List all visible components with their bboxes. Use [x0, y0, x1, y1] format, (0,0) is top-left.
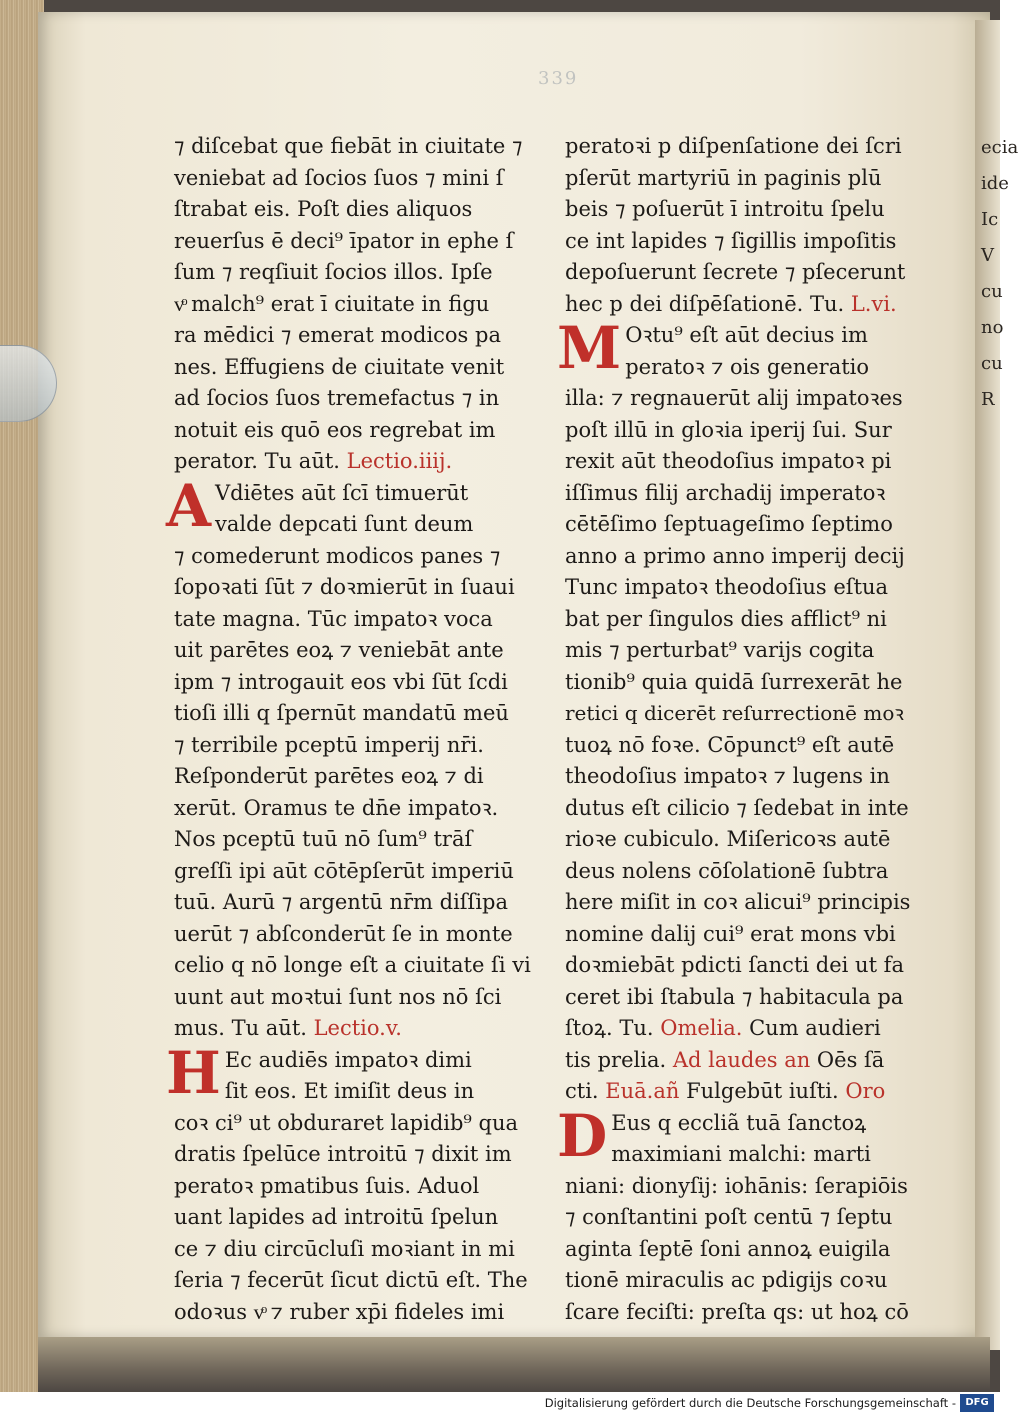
line-text: rioꝛe cubiculo. Miſericoꝛs autē: [565, 827, 891, 851]
text-line: [174, 635, 534, 667]
text-line: [565, 1076, 910, 1108]
text-line: [174, 1076, 534, 1108]
text-line: [565, 163, 910, 195]
text-line: [565, 131, 910, 163]
line-text: poſt illū in gloꝛia iperij ſui. Sur: [565, 417, 892, 442]
page-bottom-shadow: [38, 1337, 990, 1392]
text-line: [565, 1297, 910, 1329]
footer-bar: [0, 1392, 1000, 1416]
text-line: [565, 541, 910, 573]
line-text: ceret ibi ſtabula ⁊ habitacula pa: [565, 984, 904, 1009]
line-text: nes. Effugiens de ciuitate venit: [174, 354, 505, 379]
line-text: ſeria ⁊ fecerūt ſicut dictū eſt. The: [174, 1268, 528, 1292]
text-line: [174, 824, 534, 856]
rubricated-initial: H: [166, 1038, 221, 1107]
line-text-after: Fulgebūt iuſti.: [679, 1079, 846, 1103]
rubricated-initial: A: [166, 471, 212, 540]
text-line: [565, 604, 910, 636]
line-text: maximiani malchi: marti: [611, 1142, 871, 1166]
text-line: [565, 509, 910, 541]
text-line: [565, 1013, 910, 1045]
left-text-column: [166, 131, 534, 1328]
text-line: [565, 1265, 910, 1297]
rubricated-initial: M: [557, 314, 622, 382]
rubric-text: Lectio.v.: [313, 1016, 402, 1040]
line-text: iſſimus filij archadij imperatoꝛ: [565, 480, 886, 505]
text-line: [565, 1045, 910, 1077]
rubric-text: Oro: [845, 1079, 886, 1103]
text-line: [174, 667, 534, 699]
line-text: aginta ſeptē ſoni annoꝝ euigila: [565, 1236, 891, 1261]
line-text: Vdiētes aūt ſcī timuerūt: [215, 480, 469, 505]
next-page-fragment: ecia: [981, 137, 1018, 158]
line-text: ra mēdici ⁊ emerat modicos pa: [174, 323, 501, 347]
next-page-fragment: R: [981, 389, 995, 410]
rubric-text: Omelia.: [660, 1016, 743, 1040]
line-text: dutus eſt cilicio ⁊ ſedebat in inte: [565, 795, 909, 820]
rubric-text: L.vi.: [850, 291, 897, 316]
line-text: pſerūt martyriū in paginis plū: [565, 165, 882, 190]
line-text: odoꝛus vͦ ⁊ ruber xp̄i fideles imi: [174, 1299, 505, 1324]
text-line: [174, 950, 534, 982]
line-text: Reſponderūt parētes eoꝝ ⁊ di: [174, 764, 484, 788]
line-text: ſum ⁊ reqſiuit ſocios illos. Ipſe: [174, 260, 493, 284]
line-text: ce int lapides ⁊ ſigillis impoſitis: [565, 228, 897, 253]
text-line: [565, 793, 910, 825]
line-text: ipm ⁊ introgauit eos vbi ſūt ſcdi: [174, 669, 508, 694]
line-text: rexit aūt theodoſius impatoꝛ pi: [565, 449, 892, 473]
line-text: reuerſus ē deci⁹ īpator in ephe ſ: [174, 228, 514, 253]
text-line: [565, 289, 910, 321]
text-line: [174, 194, 534, 226]
line-text: ſit eos. Et imiſit deus in: [224, 1079, 475, 1103]
line-text: nomine dalij cui⁹ erat mons vbi: [565, 921, 896, 946]
line-text: beis ⁊ poſuerūt ī introitu ſpelu: [565, 197, 885, 221]
line-text: tionib⁹ quia quidā ſurrexerāt he: [565, 669, 903, 694]
text-line: [565, 1139, 910, 1171]
line-text: cti.: [565, 1079, 606, 1103]
text-line: [174, 793, 534, 825]
text-line: [174, 887, 534, 919]
text-line: [174, 730, 534, 762]
text-line: [174, 383, 534, 415]
next-page-fragment: Ic: [981, 209, 999, 230]
line-text: deus nolens cōſolationē ſubtra: [565, 858, 889, 883]
line-text: Eus q eccliã tuā ſanctoꝝ: [611, 1110, 867, 1135]
line-text: anno a primo anno imperij decij: [565, 543, 905, 568]
next-page-fragment: cu: [981, 281, 1003, 302]
line-text: ⁊ conſtantini poſt centū ⁊ ſeptu: [565, 1205, 893, 1229]
line-text: illa: ⁊ regnauerūt alij impatoꝛes: [565, 386, 903, 410]
text-line: [565, 446, 910, 478]
text-line: [174, 761, 534, 793]
line-text: coꝛ ci⁹ ut obduraret lapidib⁹ qua: [174, 1110, 519, 1135]
next-page-fragment: cu: [981, 353, 1003, 374]
line-text: ce ⁊ diu circūcluſi moꝛiant in mi: [174, 1236, 515, 1261]
text-line: [174, 1108, 534, 1140]
line-text: Tunc impatoꝛ theodoſius eſtua: [565, 575, 889, 599]
text-line: [174, 320, 534, 352]
line-text: peratoꝛ pmatibus ſuis. Aduol: [174, 1173, 480, 1198]
line-text: veniebat ad ſocios ſuos ⁊ mini ſ: [174, 165, 504, 190]
line-text: notuit eis quō eos regrebat im: [174, 417, 496, 442]
line-text: ⁊ comederunt modicos panes ⁊: [174, 543, 501, 568]
text-line: [174, 446, 534, 478]
line-text: valde depcati ſunt deum: [215, 512, 474, 536]
text-line: [565, 478, 910, 510]
line-text: Nos pceptū tuū nō ſum⁹ trāſ: [174, 827, 473, 851]
line-text: mus. Tu aūt.: [174, 1016, 314, 1040]
line-text: theodoſius impatoꝛ ⁊ lugens in: [565, 764, 890, 788]
text-line: [174, 919, 534, 951]
text-line: [565, 856, 910, 888]
text-line: [565, 572, 910, 604]
text-line: [174, 289, 534, 321]
line-text: tate magna. Tūc impatoꝛ voca: [174, 606, 493, 631]
text-line: [565, 635, 910, 667]
text-line: [174, 1234, 534, 1266]
line-text: retici q dicerēt reſurrectionē moꝛ: [565, 701, 904, 725]
rubric-text: Lectio.iiij.: [346, 449, 453, 473]
next-page-fragment: ide: [981, 173, 1009, 194]
text-line: [565, 698, 910, 730]
text-line: [565, 1202, 910, 1234]
text-line: [174, 226, 534, 258]
line-text: tis prelia.: [565, 1047, 673, 1072]
text-line: [174, 257, 534, 289]
line-text: mis ⁊ perturbat⁹ varijs cogita: [565, 638, 875, 662]
footer-credit: Digitalisierung gefördert durch die Deutsche Forschungsgemeinschaft -: [544, 1396, 956, 1410]
text-line: [174, 572, 534, 604]
text-line: [565, 761, 910, 793]
line-text: uant lapides ad introitū ſpelun: [174, 1205, 499, 1229]
text-line: [565, 887, 910, 919]
text-line: [565, 730, 910, 762]
line-text: peratoꝛ ⁊ ois generatio: [625, 354, 870, 379]
text-line: [174, 604, 534, 636]
line-text: bat per ſingulos dies afflict⁹ ni: [565, 606, 887, 631]
line-text: uit parētes eoꝝ ⁊ veniebāt ante: [174, 638, 504, 662]
line-text: tuū. Aurū ⁊ argentū nr̄m diſſipa: [174, 890, 509, 914]
line-text: greſſi ipi aūt cōtēpſerūt imperiū: [174, 858, 514, 883]
text-line: [565, 824, 910, 856]
line-text: cētēſimo ſeptuageſimo ſeptimo: [565, 512, 893, 536]
text-line: [565, 415, 910, 447]
rubric-text: Euā.añ: [605, 1079, 680, 1103]
line-text: ⁊ terribile pceptū imperij nr̄i.: [174, 732, 484, 757]
rubricated-initial: D: [557, 1101, 608, 1170]
right-text-column: [557, 131, 911, 1328]
line-text: Oꝛtu⁹ eſt aūt decius im: [625, 323, 868, 347]
line-text: tuoꝝ nō foꝛe. Cōpunct⁹ eſt autē: [565, 732, 895, 757]
text-line: [174, 1265, 534, 1297]
text-line: [174, 541, 534, 573]
text-line: [174, 856, 534, 888]
line-text: perator. Tu aūt.: [174, 449, 347, 473]
text-line: [174, 131, 534, 163]
text-line: [174, 352, 534, 384]
line-text-after: Oēs ſā: [810, 1047, 885, 1072]
line-text: ſtrabat eis. Poſt dies aliquos: [174, 197, 473, 221]
line-text: celio q nō longe eſt a ciuitate ſi vi: [174, 953, 531, 977]
rubric-text: Ad laudes an: [672, 1047, 811, 1072]
text-line: [565, 919, 910, 951]
line-text: xerūt. Oramus te dn̄e impatoꝛ.: [174, 795, 499, 820]
line-text-after: Cum audieri: [742, 1016, 881, 1040]
text-line: [565, 982, 910, 1014]
text-line: [565, 667, 910, 699]
text-line: [174, 982, 534, 1014]
line-text: Ec audiēs impatoꝛ dimi: [224, 1047, 472, 1072]
text-line: [565, 226, 910, 258]
text-line: [174, 1202, 534, 1234]
text-line: [565, 950, 910, 982]
line-text: doꝛmiebāt pdicti ſancti dei ut fa: [565, 953, 904, 977]
dfg-logo[interactable]: DFG: [960, 1394, 994, 1412]
line-text: ſopoꝛati ſūt ⁊ doꝛmierūt in ſuaui: [174, 575, 515, 599]
line-text: uunt aut moꝛtui ſunt nos nō ſci: [174, 984, 502, 1009]
line-text: tioſi illi q ſpernūt mandatū meū: [174, 701, 509, 725]
line-text: hec p dei diſpēſationē. Tu.: [565, 291, 851, 316]
next-page-fragment: V: [981, 245, 994, 266]
text-line: [174, 1139, 534, 1171]
line-text: here miſit in coꝛ alicui⁹ principis: [565, 890, 911, 914]
line-text: depoſuerunt ſecrete ⁊ pſecerunt: [565, 260, 906, 284]
line-text: peratoꝛi p diſpenſatione dei ſcri: [565, 134, 902, 158]
line-text: vͦ malch⁹ erat ī ciuitate in figu: [174, 291, 490, 316]
text-line: [174, 1013, 534, 1045]
text-line: [565, 1234, 910, 1266]
text-line: [174, 415, 534, 447]
text-line: [174, 163, 534, 195]
text-line: [565, 257, 910, 289]
text-line: [174, 1171, 534, 1203]
text-line: [174, 698, 534, 730]
text-line: [565, 194, 910, 226]
line-text: uerūt ⁊ abſconderūt ſe in monte: [174, 921, 513, 946]
line-text: niani: dionyſij: iohānis: ſerapiōis: [565, 1173, 908, 1198]
text-line: [565, 383, 910, 415]
folio-number: 339: [538, 68, 579, 89]
line-text: ad ſocios ſuos tremefactus ⁊ in: [174, 386, 500, 410]
line-text: ſcare feciſti: preſta qs: ut hoꝝ cō: [565, 1299, 909, 1324]
line-text: tionē miraculis ac pdigijs coꝛu: [565, 1268, 888, 1292]
text-line: [174, 509, 534, 541]
next-page-fragment: no: [981, 317, 1004, 338]
line-text: ⁊ diſcebat que fiebāt in ciuitate ⁊: [174, 134, 523, 158]
line-text: ſtoꝝ. Tu.: [565, 1016, 661, 1040]
next-page-edge: [975, 20, 1018, 1350]
line-text: dratis ſpelūce introitū ⁊ dixit im: [174, 1142, 512, 1166]
text-line: [174, 1297, 534, 1329]
text-line: [565, 1171, 910, 1203]
